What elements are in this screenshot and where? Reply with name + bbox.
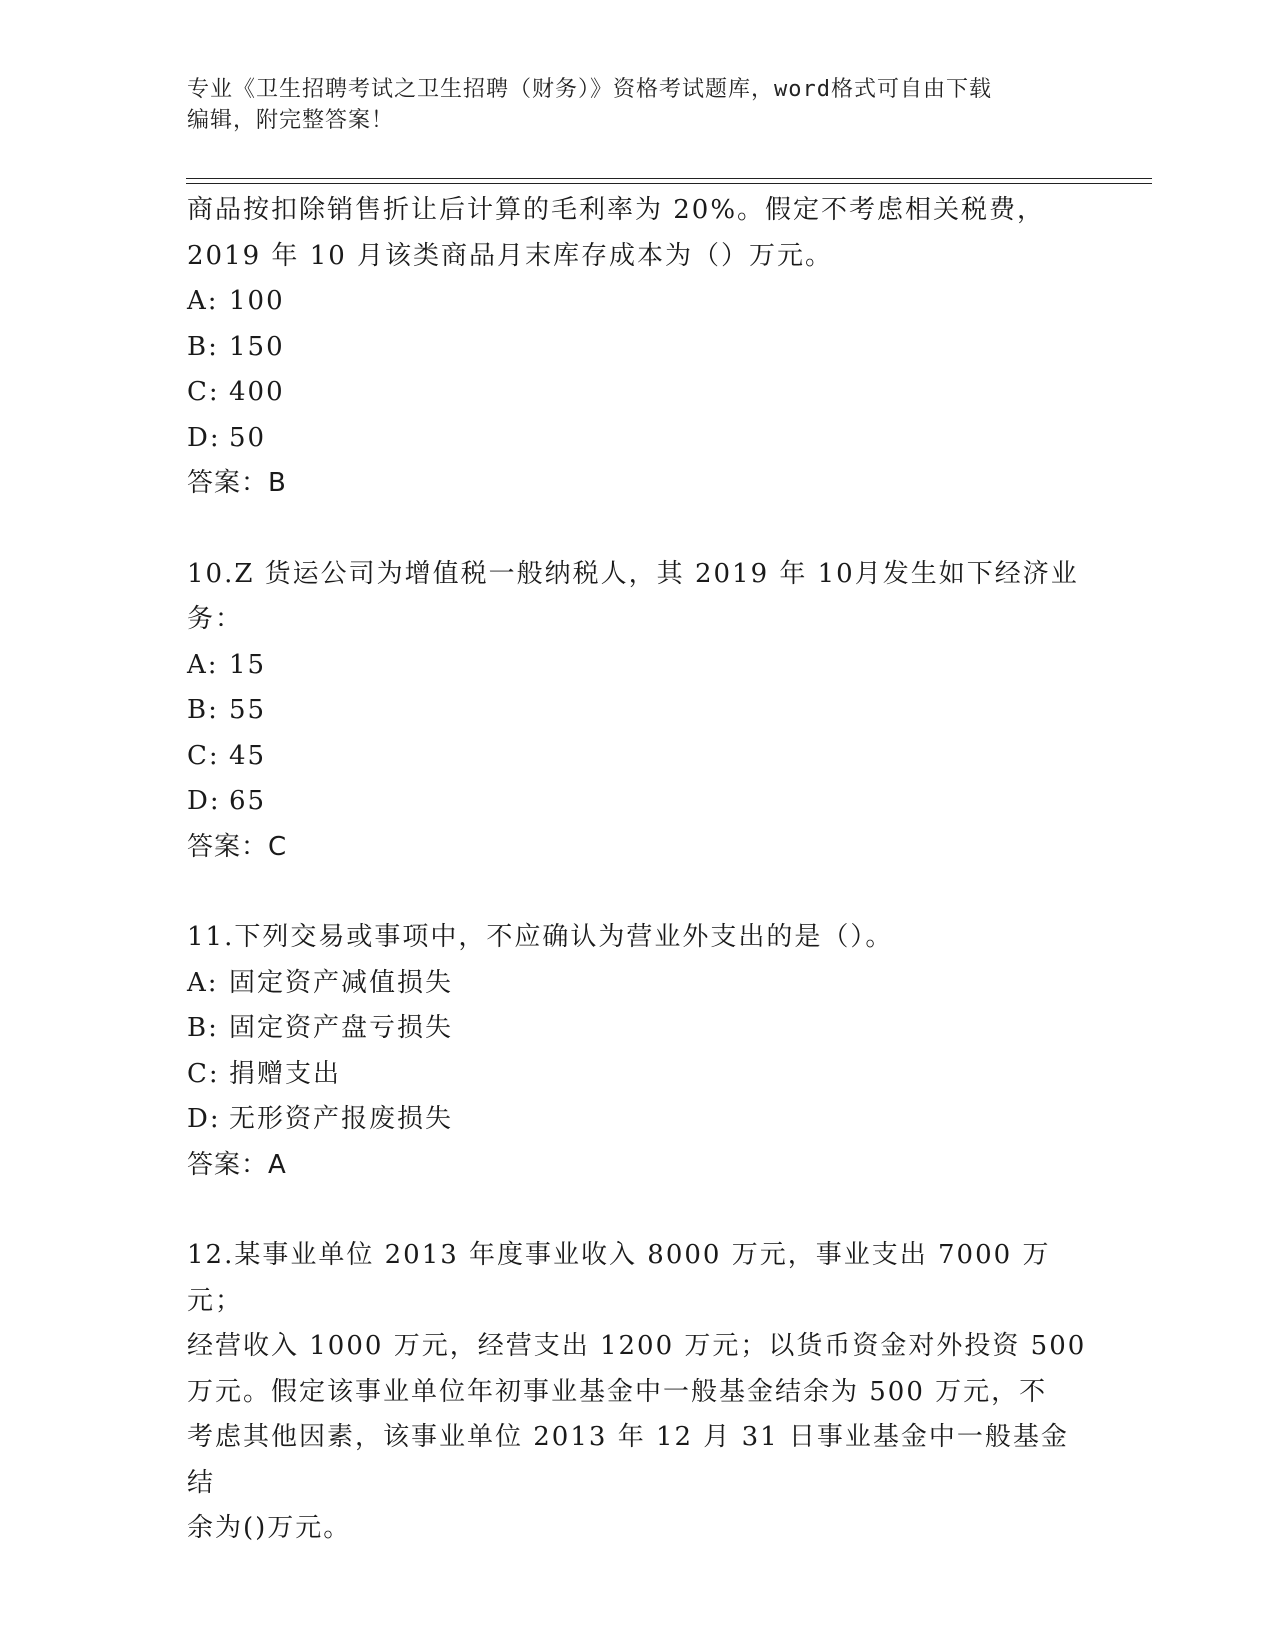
question-text-line: 11.下列交易或事项中，不应确认为营业外支出的是（）。: [187, 922, 894, 952]
option-text: 45: [229, 740, 267, 771]
question-text-line: 考虑其他因素，该事业单位 2013 年 12 月 31 日事业基金中一般基金结: [187, 1422, 1069, 1498]
option-text: 150: [229, 331, 285, 362]
option-key: C:: [187, 377, 220, 407]
header-divider-bottom: [186, 183, 1152, 184]
answer-line: 答案：B: [187, 468, 287, 498]
option-text: 400: [229, 377, 285, 407]
option-b: [187, 688, 1087, 734]
answer-line: 答案：C: [187, 831, 288, 862]
option-text: 65: [229, 786, 267, 816]
option-c: [187, 734, 1087, 780]
option-d: [187, 1097, 1087, 1143]
answer-line: 答案：A: [187, 1149, 287, 1180]
option-c: [187, 1052, 1087, 1098]
question-text-line: 务：: [187, 604, 244, 634]
option-text: 固定资产减值损失: [229, 967, 454, 998]
option-text: 100: [229, 286, 285, 316]
option-text: 15: [229, 649, 267, 680]
document-header: [187, 74, 1067, 136]
option-key: C:: [187, 740, 220, 771]
spacer: [187, 1188, 1087, 1233]
option-key: D:: [187, 786, 221, 816]
option-key: A:: [187, 967, 219, 998]
question-text-line: 经营收入 1000 万元，经营支出 1200 万元；以货币资金对外投资 500: [187, 1331, 1087, 1361]
option-text: 50: [229, 422, 267, 453]
option-a: [187, 961, 1087, 1007]
question-text-line: 10.Z 货运公司为增值税一般纳税人，其 2019 年 10月发生如下经济业: [187, 558, 1079, 589]
option-b: [187, 325, 1087, 371]
option-d: [187, 779, 1087, 825]
header-line-2: 编辑，附完整答案！: [187, 108, 395, 133]
spacer: [187, 507, 1087, 552]
option-key: B:: [187, 331, 219, 362]
option-b: [187, 1006, 1087, 1052]
option-text: 固定资产盘亏损失: [229, 1013, 454, 1043]
question-10: [187, 552, 1087, 871]
option-text: 无形资产报废损失: [229, 1104, 454, 1134]
question-text-line: 万元。假定该事业单位年初事业基金中一般基金结余为 500 万元，不: [187, 1376, 1048, 1407]
option-text: 55: [229, 695, 267, 725]
question-11: [187, 915, 1087, 1188]
question-text-line: 12.某事业单位 2013 年度事业收入 8000 万元，事业支出 7000 万元；: [187, 1240, 1051, 1316]
header-line-1: 专业《卫生招聘考试之卫生招聘（财务）》资格考试题库，word格式可自由下载: [187, 77, 992, 102]
question-text-line: 2019 年 10 月该类商品月末库存成本为（）万元。: [187, 240, 834, 271]
question-9: [187, 188, 1087, 507]
option-a: [187, 643, 1087, 689]
option-key: D:: [187, 1104, 221, 1134]
header-divider-top: [186, 178, 1152, 179]
spacer: [187, 870, 1087, 915]
option-d: [187, 416, 1087, 462]
option-a: [187, 279, 1087, 325]
option-text: 捐赠支出: [229, 1058, 342, 1089]
question-12: [187, 1233, 1087, 1552]
option-key: A:: [187, 286, 219, 316]
question-text-line: 余为()万元。: [187, 1513, 352, 1543]
option-c: [187, 370, 1087, 416]
question-text-line: 商品按扣除销售折让后计算的毛利率为 20%。假定不考虑相关税费，: [187, 195, 1046, 225]
option-key: A:: [187, 649, 219, 680]
option-key: C:: [187, 1058, 220, 1089]
option-key: B:: [187, 1013, 219, 1043]
option-key: D:: [187, 422, 221, 453]
option-key: B:: [187, 695, 219, 725]
question-list: [187, 188, 1087, 1552]
